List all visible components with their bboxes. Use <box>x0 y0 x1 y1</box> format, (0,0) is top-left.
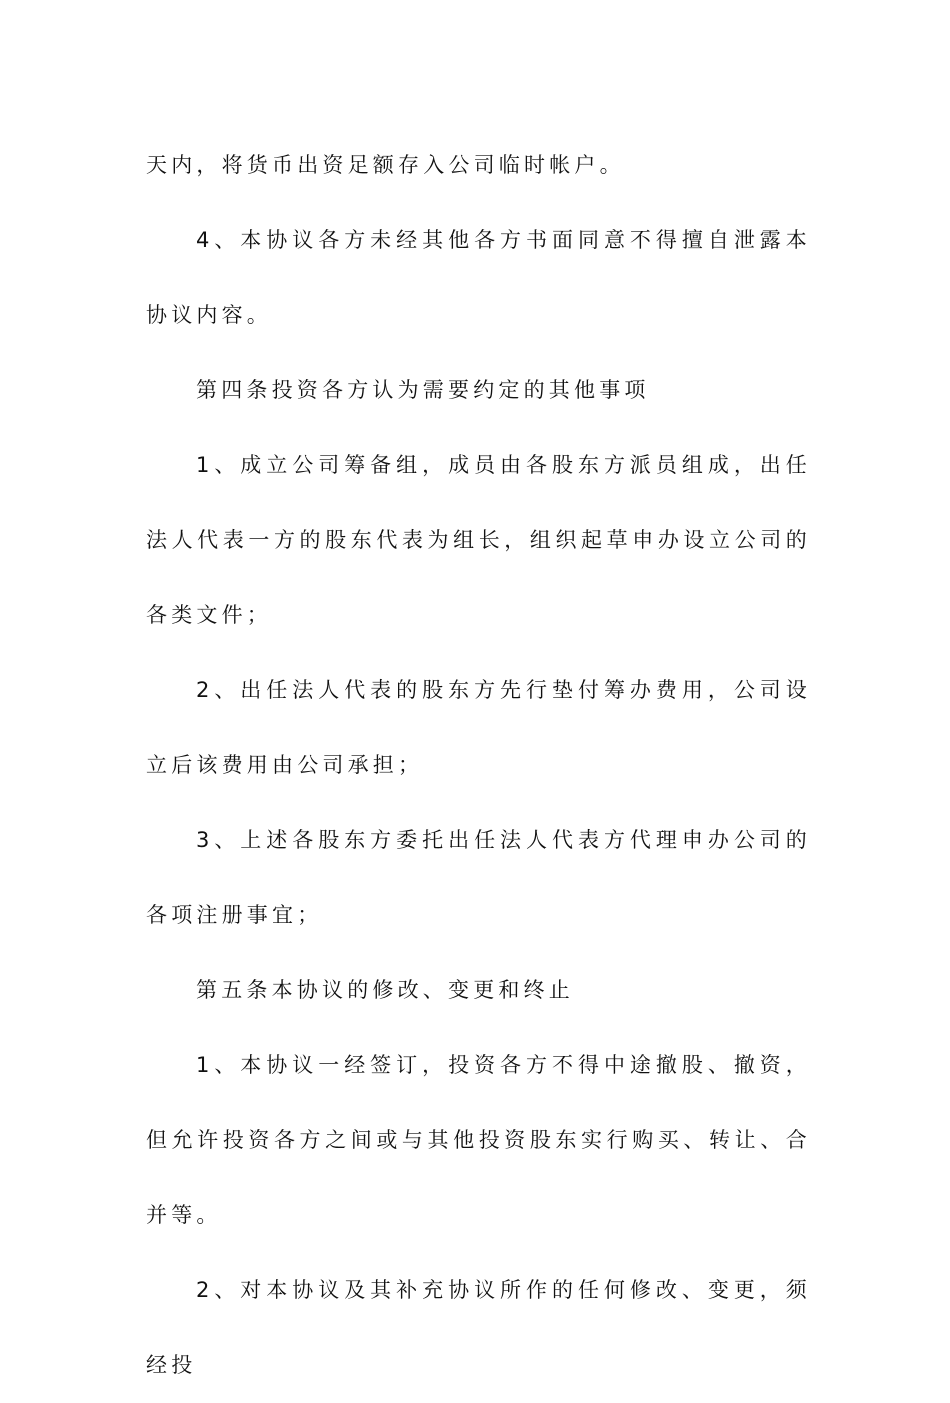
paragraph-clause-5-2: 2、对本协议及其补充协议所作的任何修改、变更，须经投 <box>146 1278 811 1377</box>
paragraph-clause-4-1: 1、成立公司筹备组，成员由各股东方派员组成，出任法人代表一方的股东代表为组长，组织起草申办设立公司的各类文件； <box>146 453 811 627</box>
section-heading-article-4: 第四条投资各方认为需要约定的其他事项 <box>196 378 650 402</box>
paragraph-continuation: 天内，将货币出资足额存入公司临时帐户。 <box>146 153 625 177</box>
paragraph-clause-4-2: 2、出任法人代表的股东方先行垫付筹办费用，公司设立后该费用由公司承担； <box>146 678 811 777</box>
paragraph-clause-3-4: 4、本协议各方未经其他各方书面同意不得擅自泄露本协议内容。 <box>146 228 811 327</box>
paragraph-clause-4-3: 3、上述各股东方委托出任法人代表方代理申办公司的各项注册事宜； <box>146 828 811 927</box>
section-heading-article-5: 第五条本协议的修改、变更和终止 <box>196 978 574 1002</box>
paragraph-clause-5-1: 1、本协议一经签订，投资各方不得中途撤股、撤资，但允许投资各方之间或与其他投资股东实行购买、转让、合并等。 <box>146 1053 811 1227</box>
document-body <box>146 128 811 1403</box>
